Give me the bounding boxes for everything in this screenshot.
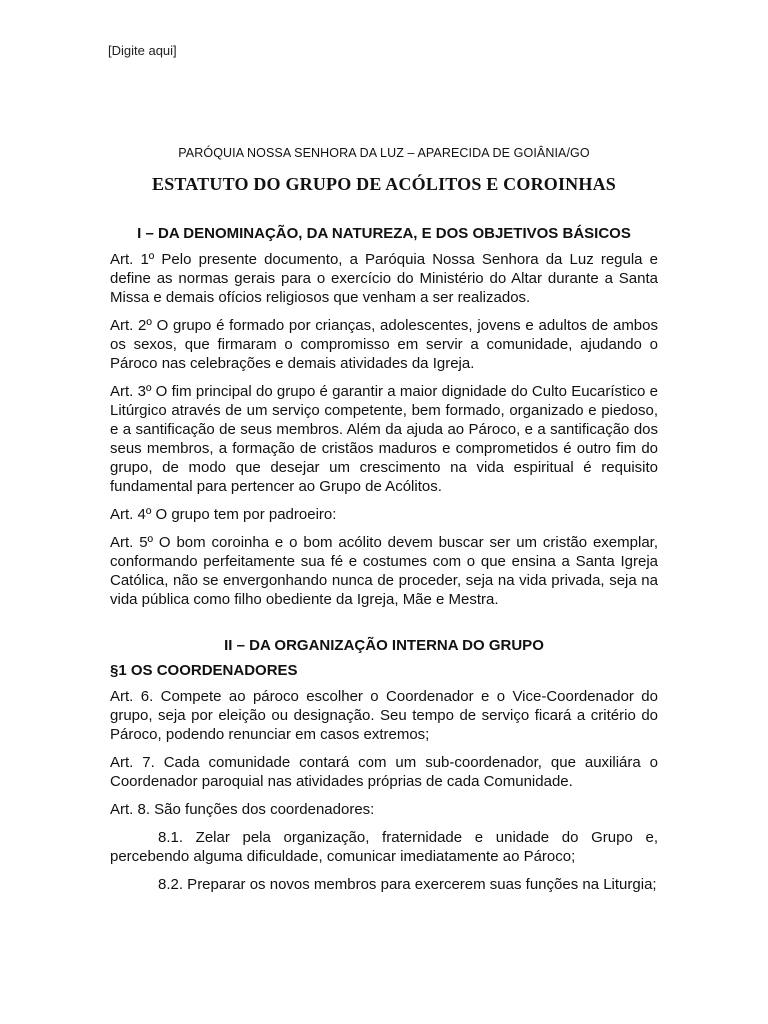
document-title: ESTATUTO DO GRUPO DE ACÓLITOS E COROINHAS <box>152 174 616 194</box>
article-4: Art. 4º O grupo tem por padroeiro: <box>110 506 337 523</box>
section-2-heading: II – DA ORGANIZAÇÃO INTERNA DO GRUPO <box>224 637 544 654</box>
article-5: Art. 5º O bom coroinha e o bom acólito devem buscar ser um cristão exemplar, conformando perfeitamente sua fé e costumes com o que ensina a Santa Igreja Católica, não se envergonhando nunca de proceder, seja na vida privada, seja na vida pública como filho obediente da Igreja, Mãe e Mestra. <box>110 534 658 608</box>
item-8-2: 8.2. Preparar os novos membros para exercerem suas funções na Liturgia; <box>158 876 657 893</box>
article-7: Art. 7. Cada comunidade contará com um sub-coordenador, que auxiliára o Coordenador paroquial nas atividades próprias de cada Comunidade. <box>110 754 658 790</box>
item-8-1: 8.1. Zelar pela organização, fraternidade e unidade do Grupo e, percebendo alguma dificuldade, comunicar imediatamente ao Pároco; <box>110 829 658 865</box>
header-note: [Digite aqui] <box>108 43 177 58</box>
section-1-heading: I – DA DENOMINAÇÃO, DA NATUREZA, E DOS OBJETIVOS BÁSICOS <box>137 225 631 242</box>
article-3: Art. 3º O fim principal do grupo é garantir a maior dignidade do Culto Eucarístico e Litúrgico através de um serviço competente, bem formado, organizado e piedoso, e a santificação de seus membros. Além da ajuda ao Pároco, e a santificação dos seus membros, a formação de cristãos maduros e comprometidos é outro fim do grupo, de modo que desejar um crescimento na vida espiritual é requisito fundamental para pertencer ao Grupo de Acólitos. <box>110 383 658 495</box>
article-6: Art. 6. Compete ao pároco escolher o Coordenador e o Vice-Coordenador do grupo, seja por eleição ou designação. Seu tempo de serviço ficará a critério do Pároco, podendo renunciar em casos extremos; <box>110 688 658 743</box>
document-page <box>110 140 658 903</box>
article-1: Art. 1º Pelo presente documento, a Paróquia Nossa Senhora da Luz regula e define as normas gerais para o exercício do Ministério do Altar durante a Santa Missa e demais ofícios religiosos que venham a ser realizados. <box>110 251 658 306</box>
article-2: Art. 2º O grupo é formado por crianças, adolescentes, jovens e adultos de ambos os sexos, que firmaram o compromisso em servir a comunidade, ajudando o Pároco nas celebrações e demais atividades da Igreja. <box>110 317 658 372</box>
parish-name: PARÓQUIA NOSSA SENHORA DA LUZ – APARECIDA DE GOIÂNIA/GO <box>178 146 590 160</box>
article-8: Art. 8. São funções dos coordenadores: <box>110 801 375 818</box>
subsection-coordinators-heading: §1 OS COORDENADORES <box>110 662 298 679</box>
